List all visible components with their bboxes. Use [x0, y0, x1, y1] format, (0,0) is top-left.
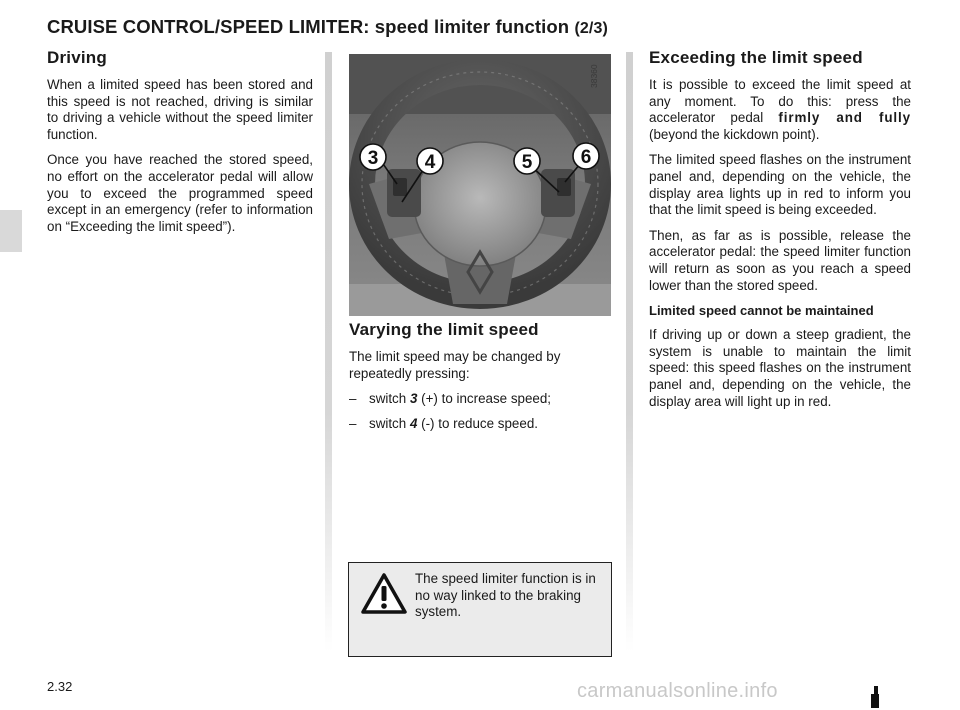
column-separator [325, 52, 332, 652]
switch-number: 3 [409, 391, 418, 407]
callout-4 [417, 148, 443, 174]
exceeding-paragraph: The limited speed flashes on the instrument panel and, depending on the vehicle, the display area lights up in red to inform you that the limit speed is being exceeded. [649, 152, 911, 218]
list-item-suffix: (-) to reduce speed. [421, 415, 538, 431]
callout-6 [573, 143, 599, 169]
watermark-text: carmanualsonline.info [577, 680, 778, 702]
exceeding-paragraph [649, 77, 911, 143]
emphasis-text: firmly and fully [778, 110, 911, 126]
steering-wheel-illustration [349, 54, 611, 316]
page-title-text: CRUISE CONTROL/SPEED LIMITER: speed limiter function [47, 16, 570, 37]
steering-wheel-photo [349, 54, 611, 316]
callout-3 [360, 144, 386, 170]
list-dash: – [349, 391, 357, 407]
list-item [349, 391, 611, 408]
varying-limit-intro: The limit speed may be changed by repeatedly pressing: [349, 349, 561, 381]
list-dash: – [349, 415, 357, 431]
exceeding-paragraph: Then, as far as is possible, release the accelerator pedal: the speed limiter function will return as soon as you reach a speed lower than the stored speed. [649, 227, 911, 293]
footer-mark [874, 686, 878, 694]
list-item [349, 416, 611, 433]
varying-limit-heading: Varying the limit speed [349, 320, 539, 339]
exceeding-text: (beyond the kickdown point). [649, 126, 820, 142]
exceeding-limit-section [649, 48, 911, 419]
list-item-prefix: switch [369, 415, 407, 431]
callout-4-label: 4 [424, 152, 436, 173]
list-item-prefix: switch [369, 391, 407, 407]
page-part-indicator: (2/3) [574, 20, 608, 37]
figure-reference-code: 38360 [589, 64, 599, 88]
maintain-subheading: Limited speed cannot be maintained [649, 303, 874, 319]
maintain-paragraph: If driving up or down a steep gradient, the system is unable to maintain the limit speed: this speed flashes on the instrument panel and, depending on the vehicle, the display area will light up in red. [649, 327, 911, 409]
callout-5-label: 5 [521, 152, 533, 173]
list-item-text [369, 391, 551, 408]
footer-mark [871, 694, 879, 708]
chapter-tab [0, 210, 22, 252]
switch-number: 4 [409, 415, 418, 431]
exceeding-text: It is possible to exceed the limit speed at any moment. To do this: press the accelerator pedal [649, 77, 911, 126]
driving-paragraph: When a limited speed has been stored and this speed is not reached, driving is similar to driving a vehicle without the speed limiter function. [47, 77, 313, 142]
list-item-suffix: (+) to increase speed; [421, 391, 552, 407]
exceeding-limit-heading: Exceeding the limit speed [649, 48, 863, 67]
column-separator [626, 52, 633, 652]
callout-3-label: 3 [367, 148, 379, 169]
warning-box [348, 562, 612, 657]
page-number: 2.32 [47, 679, 73, 694]
warning-triangle-icon [360, 572, 408, 616]
driving-heading: Driving [47, 48, 107, 67]
callout-5 [514, 148, 540, 174]
list-item-text [369, 416, 538, 433]
callout-6-label: 6 [580, 147, 592, 168]
warning-text: The speed limiter function is in no way linked to the braking system. [415, 571, 596, 620]
driving-paragraph: Once you have reached the stored speed, no effort on the accelerator pedal will allow you to exceed the programmed speed except in an emergency (refer to information on “Exceeding the limit speed”). [47, 152, 313, 234]
page-title [47, 16, 608, 38]
varying-limit-section [349, 320, 611, 440]
driving-section [47, 48, 313, 244]
